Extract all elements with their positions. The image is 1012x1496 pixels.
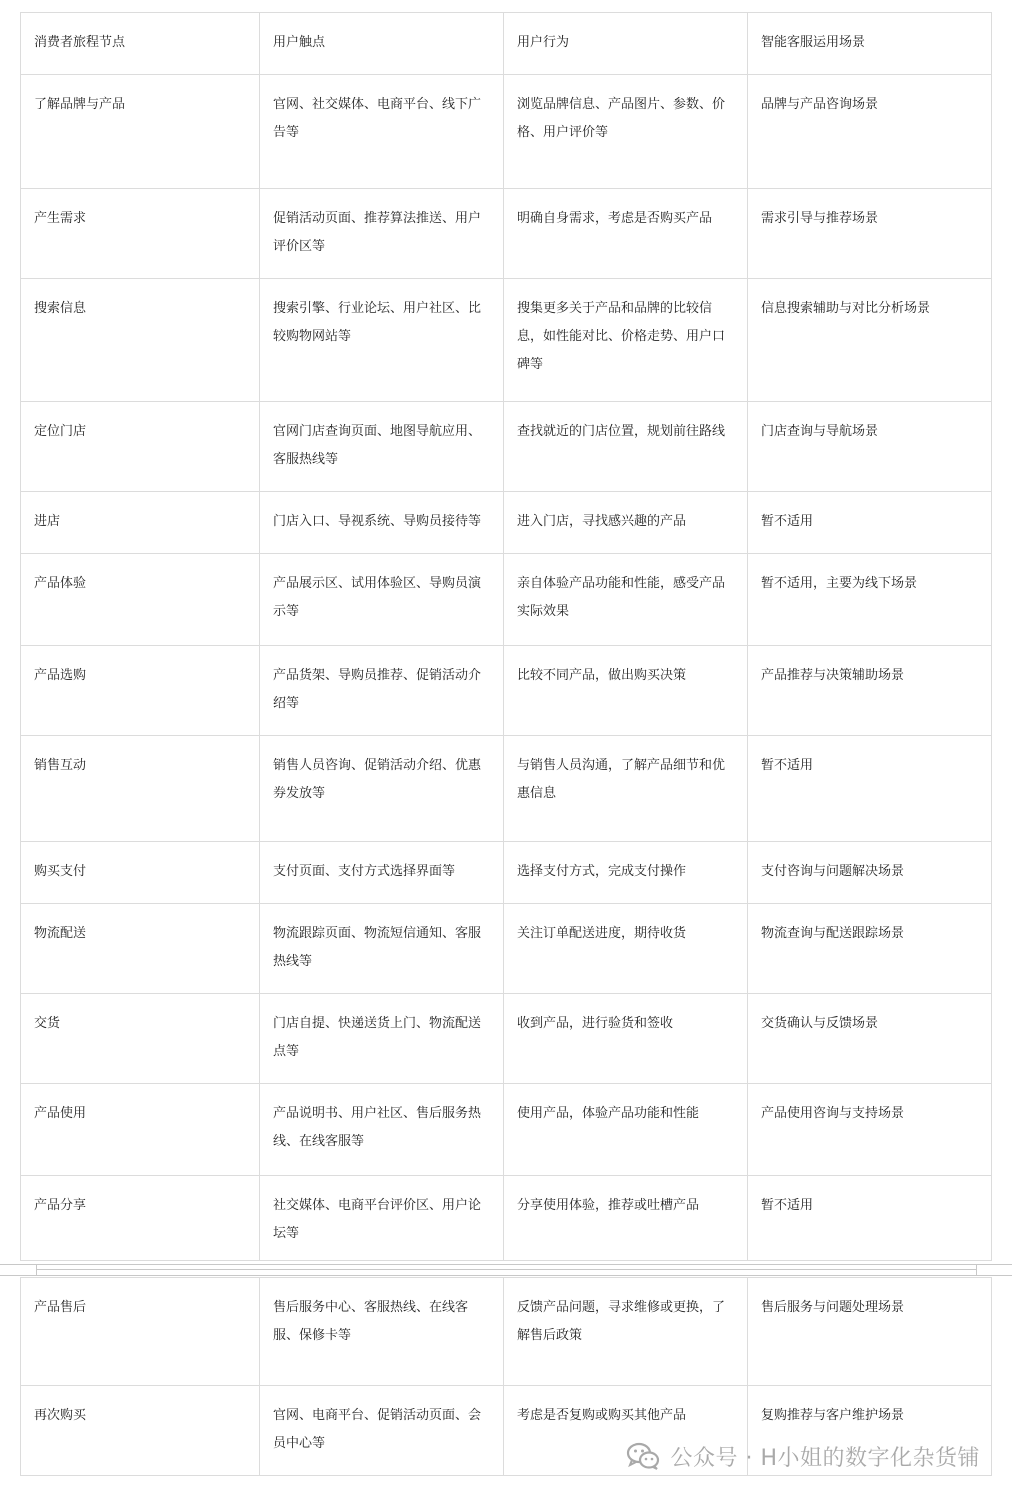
watermark-text: 公众号 · H小姐的数字化杂货铺 bbox=[670, 1445, 980, 1471]
table-cell: 与销售人员沟通，了解产品细节和优惠信息 bbox=[504, 736, 748, 842]
header-cell: 用户行为 bbox=[504, 13, 748, 75]
table-row bbox=[21, 1176, 992, 1261]
table-row bbox=[21, 646, 992, 736]
table-cell: 浏览品牌信息、产品图片、参数、价格、用户评价等 bbox=[504, 75, 748, 189]
table-row bbox=[21, 402, 992, 492]
table-cell: 销售人员咨询、促销活动介绍、优惠券发放等 bbox=[260, 736, 504, 842]
table-cell: 支付咨询与问题解决场景 bbox=[748, 842, 992, 904]
table-cell: 定位门店 bbox=[21, 402, 260, 492]
table-cell: 产品使用 bbox=[21, 1084, 260, 1176]
table-cell: 收到产品，进行验货和签收 bbox=[504, 994, 748, 1084]
table-cell: 反馈产品问题，寻求维修或更换，了解售后政策 bbox=[504, 1278, 748, 1386]
journey-table bbox=[20, 12, 992, 1261]
table-cell: 官网、电商平台、促销活动页面、会员中心等 bbox=[260, 1386, 504, 1476]
table-cell: 产品说明书、用户社区、售后服务热线、在线客服等 bbox=[260, 1084, 504, 1176]
table-cell: 销售互动 bbox=[21, 736, 260, 842]
table-row bbox=[21, 1278, 992, 1386]
table-cell: 选择支付方式，完成支付操作 bbox=[504, 842, 748, 904]
table-cell: 进店 bbox=[21, 492, 260, 554]
table-cell: 物流跟踪页面、物流短信通知、客服热线等 bbox=[260, 904, 504, 994]
table-cell: 购买支付 bbox=[21, 842, 260, 904]
table-cell: 进入门店，寻找感兴趣的产品 bbox=[504, 492, 748, 554]
table-cell: 关注订单配送进度，期待收货 bbox=[504, 904, 748, 994]
table-row bbox=[21, 554, 992, 646]
table-cell: 官网门店查询页面、地图导航应用、客服热线等 bbox=[260, 402, 504, 492]
header-cell: 消费者旅程节点 bbox=[21, 13, 260, 75]
header-cell: 用户触点 bbox=[260, 13, 504, 75]
table-row bbox=[21, 492, 992, 554]
table-cell: 售后服务与问题处理场景 bbox=[748, 1278, 992, 1386]
table-cell: 产品推荐与决策辅助场景 bbox=[748, 646, 992, 736]
table-cell: 售后服务中心、客服热线、在线客服、保修卡等 bbox=[260, 1278, 504, 1386]
table-cell: 物流配送 bbox=[21, 904, 260, 994]
wechat-icon bbox=[626, 1441, 660, 1471]
table-cell: 查找就近的门店位置，规划前往路线 bbox=[504, 402, 748, 492]
table-cell: 物流查询与配送跟踪场景 bbox=[748, 904, 992, 994]
table-cell: 明确自身需求，考虑是否购买产品 bbox=[504, 189, 748, 279]
table-cell: 比较不同产品，做出购买决策 bbox=[504, 646, 748, 736]
table-cell: 信息搜索辅助与对比分析场景 bbox=[748, 279, 992, 402]
table-cell: 了解品牌与产品 bbox=[21, 75, 260, 189]
table-cell: 产品货架、导购员推荐、促销活动介绍等 bbox=[260, 646, 504, 736]
table-row bbox=[21, 994, 992, 1084]
table-cell: 分享使用体验，推荐或吐槽产品 bbox=[504, 1176, 748, 1261]
table-cell: 再次购买 bbox=[21, 1386, 260, 1476]
table-row bbox=[21, 904, 992, 994]
table-cell: 暂不适用 bbox=[748, 736, 992, 842]
table-header-row bbox=[21, 13, 992, 75]
table-cell: 复购推荐与客户维护场景 bbox=[748, 1386, 992, 1476]
table-row bbox=[21, 75, 992, 189]
table-cell: 门店查询与导航场景 bbox=[748, 402, 992, 492]
table-cell: 门店入口、导视系统、导购员接待等 bbox=[260, 492, 504, 554]
table-cell: 搜索信息 bbox=[21, 279, 260, 402]
table-cell: 亲自体验产品功能和性能，感受产品实际效果 bbox=[504, 554, 748, 646]
table-cell: 使用产品，体验产品功能和性能 bbox=[504, 1084, 748, 1176]
table-row bbox=[21, 736, 992, 842]
table-cell: 需求引导与推荐场景 bbox=[748, 189, 992, 279]
table-cell: 暂不适用 bbox=[748, 1176, 992, 1261]
table-cell: 促销活动页面、推荐算法推送、用户评价区等 bbox=[260, 189, 504, 279]
table-cell: 产品体验 bbox=[21, 554, 260, 646]
table-cell: 交货确认与反馈场景 bbox=[748, 994, 992, 1084]
table-cell: 产品分享 bbox=[21, 1176, 260, 1261]
table-row bbox=[21, 189, 992, 279]
table-cell: 暂不适用 bbox=[748, 492, 992, 554]
table-cell: 搜集更多关于产品和品牌的比较信息，如性能对比、价格走势、用户口碑等 bbox=[504, 279, 748, 402]
page-break-divider bbox=[0, 1262, 1012, 1278]
header-cell: 智能客服运用场景 bbox=[748, 13, 992, 75]
table-cell: 产品使用咨询与支持场景 bbox=[748, 1084, 992, 1176]
table-cell: 产生需求 bbox=[21, 189, 260, 279]
table-row bbox=[21, 279, 992, 402]
table-cell: 产品展示区、试用体验区、导购员演示等 bbox=[260, 554, 504, 646]
watermark bbox=[626, 1438, 980, 1474]
table-row bbox=[21, 1084, 992, 1176]
table-cell: 支付页面、支付方式选择界面等 bbox=[260, 842, 504, 904]
table-cell: 暂不适用，主要为线下场景 bbox=[748, 554, 992, 646]
table-cell: 产品售后 bbox=[21, 1278, 260, 1386]
table-cell: 考虑是否复购或购买其他产品 bbox=[504, 1386, 748, 1476]
table-cell: 官网、社交媒体、电商平台、线下广告等 bbox=[260, 75, 504, 189]
table-cell: 产品选购 bbox=[21, 646, 260, 736]
table-cell: 社交媒体、电商平台评价区、用户论坛等 bbox=[260, 1176, 504, 1261]
table-cell: 搜索引擎、行业论坛、用户社区、比较购物网站等 bbox=[260, 279, 504, 402]
table-cell: 门店自提、快递送货上门、物流配送点等 bbox=[260, 994, 504, 1084]
table-row bbox=[21, 842, 992, 904]
table-cell: 品牌与产品咨询场景 bbox=[748, 75, 992, 189]
table-cell: 交货 bbox=[21, 994, 260, 1084]
